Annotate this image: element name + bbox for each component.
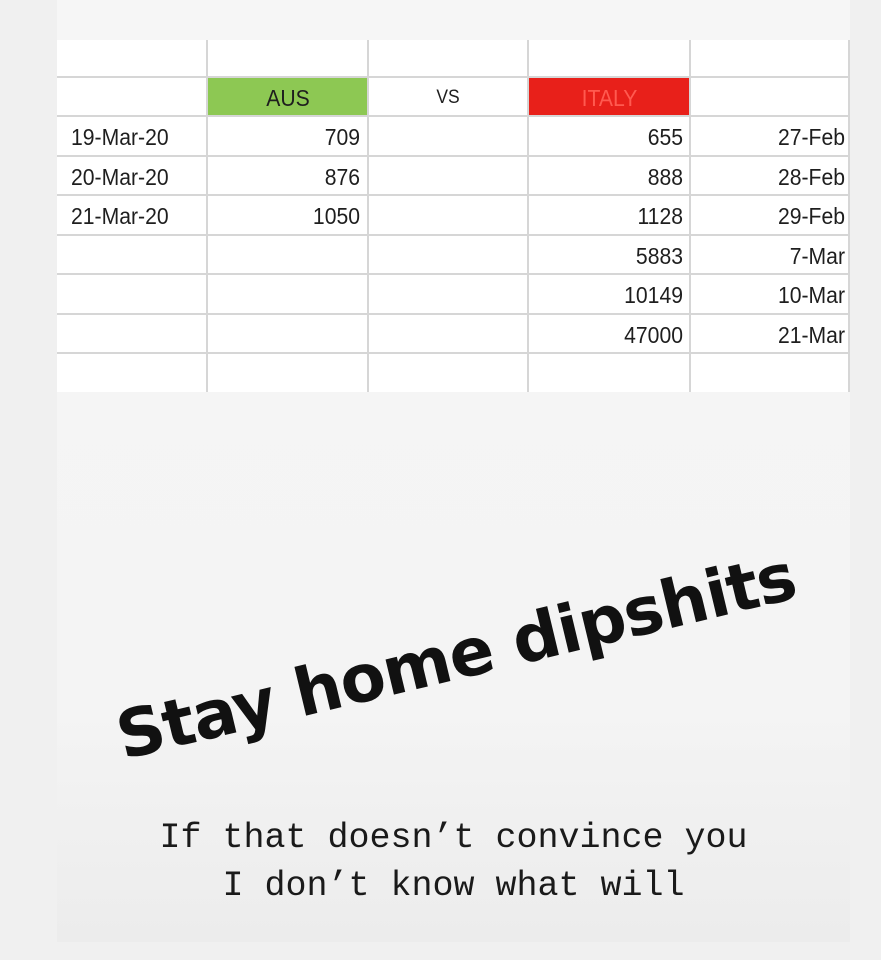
italy-date-cell: 27-Feb [777, 124, 845, 150]
aus-cases-cell: 709 [324, 124, 360, 150]
italy-header: ITALY [581, 85, 638, 111]
italy-date-cell: 21-Mar [777, 322, 845, 348]
grid-col-line [206, 40, 208, 392]
aus-date-cell: 20-Mar-20 [71, 164, 169, 190]
grid-col-line [527, 40, 529, 392]
italy-cases-cell: 47000 [624, 322, 683, 348]
grid-col-line [689, 40, 691, 392]
italy-cases-cell: 888 [647, 164, 683, 190]
aus-date-cell: 19-Mar-20 [71, 124, 169, 150]
italy-cases-cell: 1128 [637, 203, 683, 229]
italy-date-cell: 28-Feb [777, 164, 845, 190]
italy-cases-cell: 5883 [635, 243, 683, 269]
italy-cases-cell: 10149 [624, 282, 683, 308]
aus-cases-cell: 876 [324, 164, 360, 190]
caption-line-2: I don’t know what will [222, 866, 685, 906]
aus-header: AUS [266, 85, 310, 111]
grid-col-line [848, 40, 850, 392]
italy-date-cell: 29-Feb [777, 203, 845, 229]
spreadsheet [57, 40, 850, 392]
grid-col-line [367, 40, 369, 392]
aus-date-cell: 21-Mar-20 [71, 203, 169, 229]
italy-date-cell: 10-Mar [777, 282, 845, 308]
italy-date-cell: 7-Mar [789, 243, 845, 269]
italy-cases-cell: 655 [647, 124, 683, 150]
caption-line-1: If that doesn’t convince you [159, 818, 748, 858]
slogan-text: Stay home dipshits [108, 537, 804, 776]
vs-label: VS [436, 87, 460, 108]
aus-cases-cell: 1050 [312, 203, 360, 229]
